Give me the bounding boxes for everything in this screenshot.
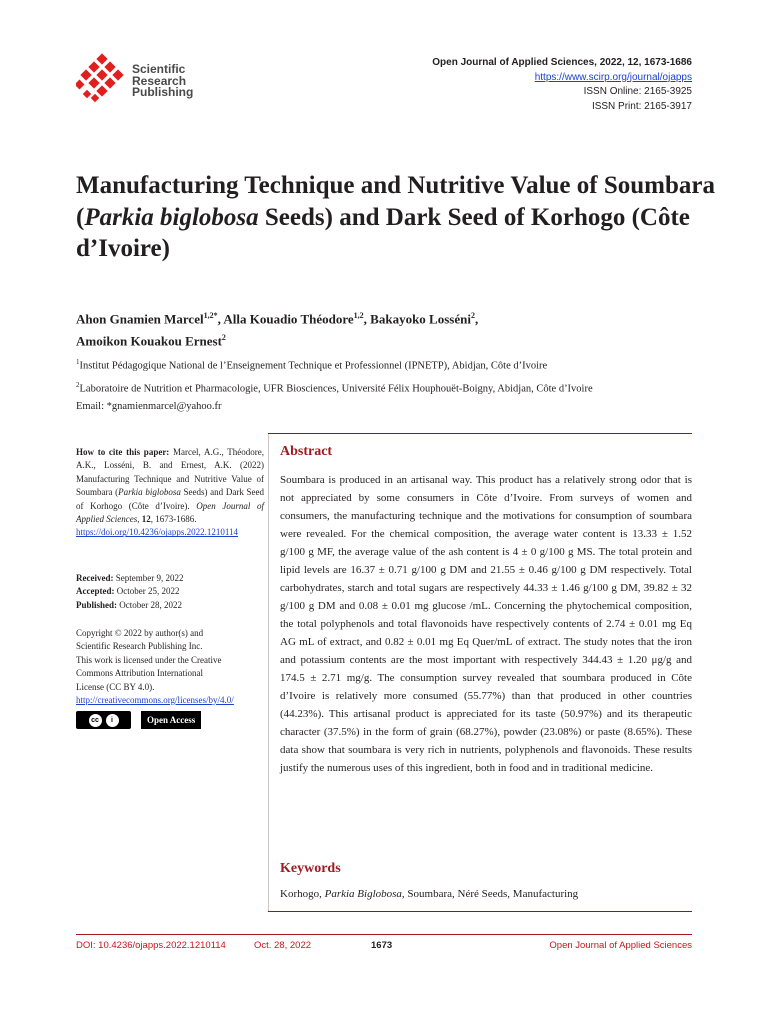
accepted-date: [76, 585, 264, 598]
keyword-italic: Parkia Biglobosa: [324, 888, 402, 900]
citation-label: How to cite this paper:: [76, 447, 170, 457]
citation-volume: 12: [141, 514, 151, 525]
footer-doi[interactable]: DOI: 10.4236/ojapps.2022.1210114: [76, 940, 226, 951]
author-name: Ahon Gnamien Marcel: [76, 311, 204, 327]
abstract-heading: Abstract: [280, 444, 333, 459]
paper-title: [76, 170, 716, 265]
footer-rule: [76, 934, 692, 935]
keyword-text: , Soumbara, Néré Seeds, Manufacturing: [401, 888, 579, 900]
page-number: 1673: [371, 940, 393, 951]
affiliation-text: Laboratoire de Nutrition et Pharmacologie, UFR Biosciences, Université Félix Houphouët-Boigny, Abidjan, Côte d’Ivoire: [79, 383, 593, 394]
author-email[interactable]: Email: *gnamienmarcel@yahoo.fr: [76, 401, 222, 412]
affiliation-text: Institut Pédagogique National de l’Enseignement Technique et Professionnel (IPNETP), Abidjan, Côte d’Ivoire: [79, 360, 548, 372]
citation-text: , 1673-1686.: [150, 514, 197, 525]
cc-icon: cc: [89, 714, 102, 727]
date-value: October 25, 2022: [114, 586, 180, 597]
copyright-line: Scientific Research Publishing Inc.: [76, 641, 203, 652]
date-value: September 9, 2022: [113, 573, 184, 583]
abstract-top-rule: [268, 433, 692, 434]
author-separator: ,: [217, 311, 224, 327]
affiliations: [76, 353, 716, 416]
journal-citation-line: Open Journal of Applied Sciences, 2022, 12, 1673-1686: [432, 57, 692, 68]
footer-date: Oct. 28, 2022: [254, 940, 312, 951]
date-label: Published:: [76, 599, 118, 610]
journal-url-link[interactable]: https://www.scirp.org/journal/ojapps: [534, 71, 692, 83]
cc-by-badge[interactable]: [76, 711, 131, 729]
date-label: Received:: [76, 573, 114, 583]
publisher-name-line: Research: [132, 73, 187, 88]
keywords-list: [280, 886, 692, 902]
copyright-line: License (CC BY 4.0).: [76, 681, 155, 692]
issn-print: ISSN Print: 2165-3917: [591, 100, 692, 112]
citation-block: [76, 446, 264, 540]
publication-dates: [76, 572, 264, 612]
date-value: October 28, 2022: [117, 599, 183, 610]
footer-journal: Open Journal of Applied Sciences: [549, 940, 692, 951]
issn-online: ISSN Online: 2165-3925: [583, 86, 692, 97]
author-separator: ,: [474, 311, 479, 327]
date-label: Accepted:: [76, 586, 115, 597]
title-part: Seeds) and Dark Seed of Korhogo (Côte d’Ivoire): [76, 203, 690, 262]
publisher-name: [132, 64, 193, 99]
copyright-line: Copyright © 2022 by author(s) and: [76, 628, 204, 638]
author-name: Amoikon Kouakou Ernest: [76, 333, 222, 349]
author-affiliation-mark: 1,2: [353, 311, 364, 320]
diamond-grid-icon: [76, 53, 128, 105]
affiliation-2: [76, 376, 716, 399]
title-part: Manufacturing Technique and Nutritive Value of Soumbara (: [76, 172, 715, 231]
affiliation-mark: 1: [76, 358, 80, 366]
publisher-logo-mark: [76, 53, 128, 105]
author-affiliation-mark: 2: [221, 332, 226, 342]
copyright-block: [76, 627, 264, 707]
attribution-icon: i: [106, 714, 119, 727]
citation-text: Marcel, A.G., Théodore, A.K., Losséni, B. and Ernest, A.K. (2022) Manufacturing Technique and Nutritive Value of Soumbara (: [76, 447, 264, 498]
journal-header: [332, 56, 692, 114]
citation-text: Seeds) and Dark Seed of Korhogo (Côte d’Ivoire).: [76, 487, 264, 511]
license-badges: [76, 711, 201, 729]
author-affiliation-mark: 1,2*: [203, 311, 218, 320]
open-access-badge: Open Access: [141, 711, 201, 729]
author-separator: ,: [363, 311, 371, 327]
keywords-bottom-rule: [268, 911, 692, 912]
author-affiliation-mark: 2: [470, 311, 475, 320]
author-name: Bakayoko Losséni: [370, 311, 471, 327]
doi-link[interactable]: https://doi.org/10.4236/ojapps.2022.1210114: [76, 527, 239, 538]
keywords-heading: Keywords: [280, 861, 341, 876]
citation-text: ,: [137, 514, 142, 525]
citation-journal: Open Journal of Applied Sciences: [76, 500, 264, 525]
copyright-line: This work is licensed under the Creative: [76, 654, 222, 665]
citation-italic: Parkia biglobosa: [118, 487, 181, 498]
affiliation-1: [76, 353, 716, 376]
publisher-name-line: Scientific: [132, 62, 186, 76]
license-link[interactable]: http://creativecommons.org/licenses/by/4.0/: [76, 695, 234, 706]
publisher-name-line: Publishing: [132, 85, 194, 99]
affiliation-mark: 2: [76, 380, 80, 389]
title-species-italic: Parkia biglobosa: [84, 203, 259, 231]
published-date: [76, 599, 264, 612]
author-list: [76, 307, 696, 351]
received-date: [76, 572, 264, 585]
column-divider: [268, 434, 269, 912]
author-name: Alla Kouadio Théodore: [223, 311, 354, 327]
abstract-text: Soumbara is produced in an artisanal way. This product has a relatively strong odor that is not appreciated by some consumers in Côte d’Ivoire. From surveys of women and consumers, the manufacturing technique and the motivations for consumption of soumbara were revealed. For the chemical composition, the average water content is 13.33 ± 1.52 g/100 g MF, the average value of the ash content is 4 ± 0 g/100 g MS. The total protein and lipid levels are 16.37 ± 0.71 g/100 g DM and 21.55 ± 0.46 g/100 g DM respectively. Total carbohydrates, starch and total sugars are respectively 44.33 ± 1.46 g/100 g DM, 39.82 ± 32 g/100 g DM and 0.08 ± 0.01 mg glucose /mL. Concerning the phytochemical composition, the total polyphenols and total flavonoids have respectively contents of 2.74 ± 0.01 mg Eq AG mL of extract, and 0.82 ± 0.01 mg Eq Quer/mL of extract. The study notes that the iron and potassium contents are the most important with respectively 344.43 ± 1.20 μg/g and 174.5 ± 2.71 mg/g. The consumption survey revealed that soumbara produced in Côte d’Ivoire is relatively more consumed (55.77%) than that produced in other countries (44.23%). This artisanal product is appreciated for its taste (50.97%) and its therapeutic character (37.5%) in the form of grain (68.27%), powder (23.08%) or paste (8.65%). These data show that soumbara is very rich in nutrients, polyphenols and flavonoids. These results justify the numerous uses of this ingredient, both in food and in traditional medicine.: [280, 474, 692, 774]
copyright-line: Commons Attribution International: [76, 668, 203, 679]
keyword-text: Korhogo,: [280, 888, 325, 900]
